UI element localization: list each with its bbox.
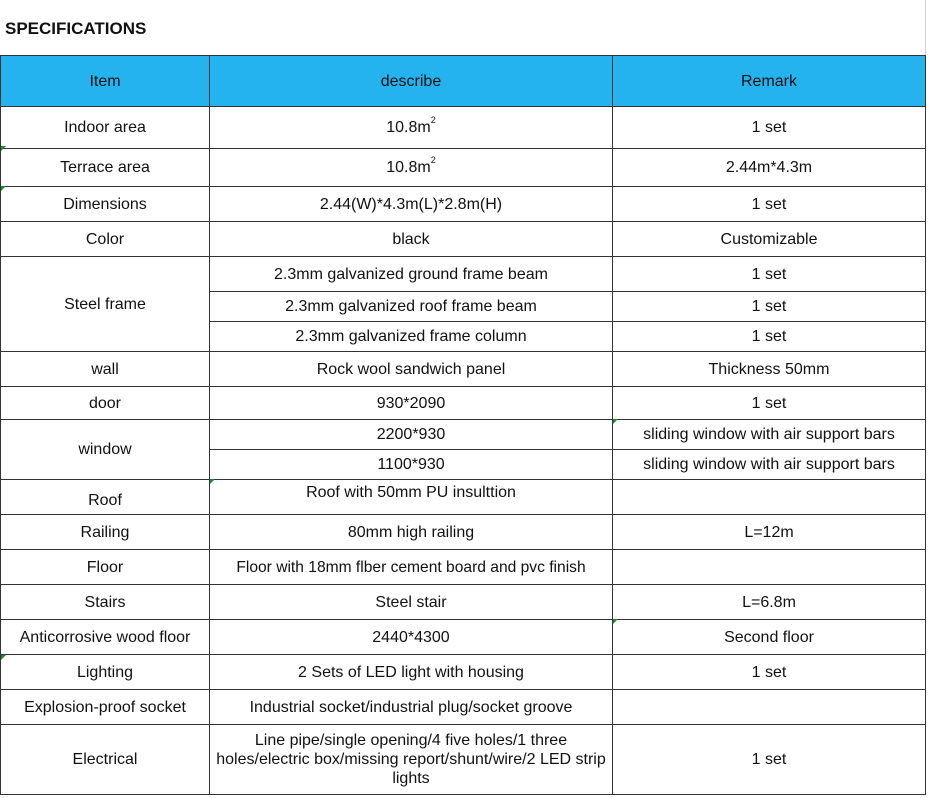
describe-text: 10.8m	[386, 119, 431, 136]
item-cell[interactable]: wall	[1, 352, 210, 387]
item-cell[interactable]: Electrical	[1, 725, 210, 795]
describe-cell[interactable]: Industrial socket/industrial plug/socket groove	[210, 690, 613, 725]
header-item[interactable]: Item	[1, 56, 210, 107]
describe-cell[interactable]: 1100*930	[210, 450, 613, 480]
table-row	[1, 222, 926, 257]
table-row	[1, 387, 926, 420]
table-row	[1, 620, 926, 655]
superscript: 2	[430, 114, 436, 125]
table-row	[1, 550, 926, 585]
item-cell[interactable]: Stairs	[1, 585, 210, 620]
remark-cell[interactable]: L=6.8m	[613, 585, 926, 620]
describe-cell[interactable]: 2.44(W)*4.3m(L)*2.8m(H)	[210, 187, 613, 222]
remark-cell[interactable]: sliding window with air support bars	[613, 450, 926, 480]
describe-text: 10.8m	[386, 159, 431, 176]
item-cell[interactable]: Railing	[1, 515, 210, 550]
comment-marker-icon	[210, 479, 215, 484]
describe-cell[interactable]: Roof with 50mm PU insulttion	[210, 480, 613, 515]
table-row	[1, 480, 926, 515]
item-cell[interactable]: Terrace area	[1, 149, 210, 187]
describe-cell[interactable]: 2.3mm galvanized frame column	[210, 322, 613, 352]
table-row	[1, 352, 926, 387]
comment-marker-icon	[1, 655, 6, 660]
describe-cell[interactable]: black	[210, 222, 613, 257]
item-cell[interactable]: Steel frame	[1, 257, 210, 352]
item-cell[interactable]: Floor	[1, 550, 210, 585]
item-cell[interactable]: Dimensions	[1, 187, 210, 222]
describe-cell[interactable]: 2440*4300	[210, 620, 613, 655]
describe-cell[interactable]: 2.3mm galvanized ground frame beam	[210, 257, 613, 292]
remark-cell[interactable]: 1 set	[613, 387, 926, 420]
describe-cell[interactable]: Steel stair	[210, 585, 613, 620]
table-row	[1, 149, 926, 187]
table-row	[1, 187, 926, 222]
remark-cell[interactable]: 1 set	[613, 107, 926, 149]
remark-cell[interactable]: Customizable	[613, 222, 926, 257]
remark-cell[interactable]: L=12m	[613, 515, 926, 550]
describe-cell[interactable]	[210, 107, 613, 149]
comment-marker-icon	[1, 146, 6, 151]
describe-cell[interactable]: Rock wool sandwich panel	[210, 352, 613, 387]
describe-cell[interactable]: 2200*930	[210, 420, 613, 450]
describe-cell[interactable]: Floor with 18mm flber cement board and pvc finish	[210, 550, 613, 585]
item-cell[interactable]: Explosion-proof socket	[1, 690, 210, 725]
table-header-row	[1, 56, 926, 107]
comment-marker-icon	[613, 419, 618, 424]
remark-cell[interactable]: sliding window with air support bars	[613, 420, 926, 450]
remark-cell[interactable]: 2.44m*4.3m	[613, 149, 926, 187]
remark-cell[interactable]: 1 set	[613, 322, 926, 352]
describe-cell[interactable]: 2 Sets of LED light with housing	[210, 655, 613, 690]
item-cell[interactable]: window	[1, 420, 210, 480]
item-cell[interactable]: Color	[1, 222, 210, 257]
page-title: SPECIFICATIONS	[5, 19, 147, 38]
describe-cell[interactable]	[210, 149, 613, 187]
superscript: 2	[430, 154, 436, 165]
describe-cell[interactable]: Line pipe/single opening/4 five holes/1 three holes/electric box/missing report/shunt/wire/2 LED strip lights	[210, 725, 613, 795]
remark-cell[interactable]: 1 set	[613, 292, 926, 322]
table-row	[1, 420, 926, 450]
remark-cell[interactable]: 1 set	[613, 257, 926, 292]
item-cell[interactable]: Anticorrosive wood floor	[1, 620, 210, 655]
remark-cell[interactable]: Second floor	[613, 620, 926, 655]
remark-cell[interactable]: 1 set	[613, 725, 926, 795]
remark-cell[interactable]	[613, 480, 926, 515]
remark-cell[interactable]: 1 set	[613, 187, 926, 222]
table-row	[1, 655, 926, 690]
describe-cell[interactable]: 930*2090	[210, 387, 613, 420]
table-row	[1, 585, 926, 620]
comment-marker-icon	[1, 186, 6, 191]
table-row	[1, 107, 926, 149]
remark-cell[interactable]	[613, 550, 926, 585]
item-cell[interactable]: door	[1, 387, 210, 420]
item-cell[interactable]: Indoor area	[1, 107, 210, 149]
remark-cell[interactable]: Thickness 50mm	[613, 352, 926, 387]
remark-cell[interactable]	[613, 690, 926, 725]
comment-marker-icon	[613, 619, 618, 624]
header-remark[interactable]: Remark	[613, 56, 926, 107]
table-row	[1, 515, 926, 550]
header-describe[interactable]: describe	[210, 56, 613, 107]
describe-cell[interactable]: 80mm high railing	[210, 515, 613, 550]
describe-cell[interactable]: 2.3mm galvanized roof frame beam	[210, 292, 613, 322]
item-cell[interactable]: Lighting	[1, 655, 210, 690]
remark-cell[interactable]: 1 set	[613, 655, 926, 690]
specifications-table	[0, 55, 926, 795]
gridline	[925, 0, 926, 55]
table-row	[1, 257, 926, 292]
item-cell[interactable]: Roof	[1, 480, 210, 515]
table-row	[1, 690, 926, 725]
table-row	[1, 725, 926, 795]
